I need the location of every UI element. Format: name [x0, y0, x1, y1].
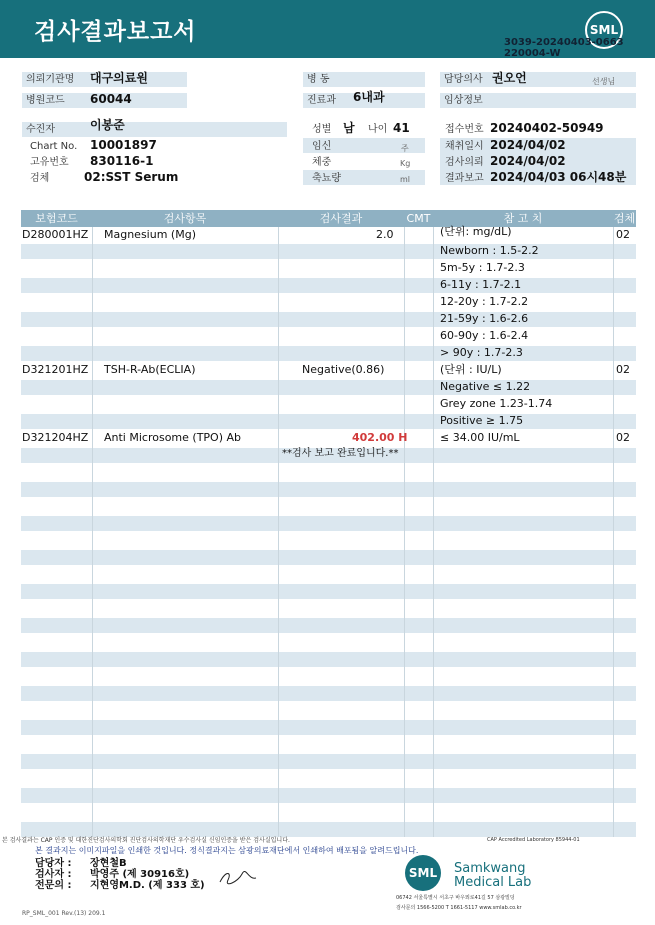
grid-line [433, 227, 434, 837]
signature-icon [218, 868, 258, 886]
chart-label: Chart No. [30, 141, 78, 152]
doctor-suffix: 선생님 [592, 77, 616, 86]
row2-ref-0: (단위 : IU/L) [440, 363, 502, 376]
row3-item: Anti Microsome (TPO) Ab [104, 431, 242, 444]
table-row [21, 788, 636, 803]
specialist-label: 전문의 : [35, 880, 72, 891]
form-code: RP_SML_001 Rev.(13) 209.1 [22, 910, 106, 917]
row3-result-high: 402.00 H [352, 431, 408, 444]
table-row [21, 414, 636, 429]
row1-ref-0: (단위: mg/dL) [440, 225, 512, 238]
lab-name [454, 862, 531, 890]
col-specimen: 검체 [613, 212, 636, 225]
weight-unit: Kg [400, 159, 411, 168]
table-row [21, 278, 636, 293]
col-reference: 참 고 치 [503, 212, 543, 225]
row1-ref-4: 12-20y : 1.7-2.2 [440, 295, 529, 308]
document-code [504, 37, 624, 59]
row2-ref-3: Positive ≥ 1.75 [440, 414, 524, 427]
doctor-value: 권오언 [492, 71, 527, 85]
preg-label: 임신 [312, 141, 332, 152]
manager-label: 담당자 : [35, 858, 72, 869]
age-value: 41 [393, 121, 410, 135]
table-row [21, 618, 636, 633]
table-row [21, 516, 636, 531]
id-value: 830116-1 [90, 154, 154, 168]
lab-name-1: Samkwang [454, 861, 526, 876]
dept-label: 진료과 [303, 93, 425, 108]
collect-label: 채취일시 [445, 141, 484, 152]
row1-specimen: 02 [616, 228, 630, 241]
patient-value: 이봉준 [90, 118, 125, 132]
table-row [21, 346, 636, 361]
requester-value: 대구의료원 [90, 71, 148, 85]
urine-unit: ml [400, 175, 411, 184]
row2-item: TSH-R-Ab(ECLIA) [104, 363, 196, 376]
receipt-value: 20240402-50949 [490, 121, 604, 135]
urine-label: 축뇨량 [312, 173, 341, 184]
report-value: 2024/04/03 06시48분 [490, 170, 627, 184]
hospital-code-label: 병원코드 [22, 93, 187, 108]
specimen-value: 02:SST Serum [84, 170, 179, 184]
specimen-label: 검체 [30, 173, 50, 184]
row1-ref-1: Newborn : 1.5-2.2 [440, 244, 539, 257]
patient-label: 수진자 [22, 122, 287, 137]
row1-code: D280001HZ [22, 228, 89, 241]
collect-value: 2024/04/02 [490, 138, 566, 152]
report-title: 검사결과보고서 [34, 19, 197, 45]
report-label: 결과보고 [445, 173, 484, 184]
row1-ref-3: 6-11y : 1.7-2.1 [440, 278, 522, 291]
table-row [21, 754, 636, 769]
grid-line [92, 227, 93, 837]
col-code: 보험코드 [35, 212, 78, 225]
table-row [21, 244, 636, 259]
row2-code: D321201HZ [22, 363, 89, 376]
table-row [21, 312, 636, 327]
row2-result: Negative(0.86) [302, 363, 385, 376]
manager-value: 장현철B [90, 858, 127, 869]
lab-name-2: Medical Lab [454, 875, 532, 890]
sml-logo: SML [585, 11, 623, 49]
grid-line [278, 227, 279, 837]
row1-ref-2: 5m-5y : 1.7-2.3 [440, 261, 525, 274]
col-item: 검사항목 [163, 212, 207, 225]
sex-label: 성별 [312, 124, 332, 135]
weight-label: 체중 [312, 157, 332, 168]
fine-print-left: 본 검사결과는 CAP 인증 및 대한진단검사의학회 진단검사의학재단 우수검사실 신임인증을 받은 검사실입니다. [2, 837, 290, 844]
id-label: 고유번호 [30, 157, 69, 168]
row1-ref-6: 60-90y : 1.6-2.4 [440, 329, 529, 342]
preg-unit: 주 [401, 144, 409, 153]
row3-ref-0: ≤ 34.00 IU/mL [440, 431, 520, 444]
row2-ref-2: Grey zone 1.23-1.74 [440, 397, 553, 410]
grid-line [404, 227, 405, 837]
request-value: 2024/04/02 [490, 154, 566, 168]
table-row [21, 550, 636, 565]
col-cmt: CMT [406, 212, 431, 225]
row2-ref-1: Negative ≤ 1.22 [440, 380, 531, 393]
table-row [21, 584, 636, 599]
sex-value: 남 [343, 121, 355, 135]
row2-specimen: 02 [616, 363, 630, 376]
age-label: 나이 [368, 124, 388, 135]
doctor-label: 담당의사 [440, 72, 636, 87]
table-row [21, 686, 636, 701]
notice-text: 본 결과지는 이미지파일을 인쇄한 것입니다. 정식결과지는 삼광의료재단에서 인쇄하여 배포됨을 알려드립니다. [35, 846, 419, 855]
doc-code-1: 3039-20240403-0663 [504, 37, 624, 48]
row1-ref-5: 21-59y : 1.6-2.6 [440, 312, 529, 325]
row3-code: D321204HZ [22, 431, 89, 444]
request-label: 검사의뢰 [445, 157, 484, 168]
table-row [21, 380, 636, 395]
row1-result: 2.0 [376, 228, 394, 241]
doc-code-2: 220004-W [504, 48, 561, 59]
table-header [21, 210, 636, 227]
lab-logo: SML [405, 855, 441, 891]
grid-line [613, 227, 614, 837]
hospital-code-value: 60044 [90, 92, 132, 106]
chart-value: 10001897 [90, 138, 157, 152]
row3-specimen: 02 [616, 431, 630, 444]
table-row [21, 652, 636, 667]
table-row [21, 482, 636, 497]
row1-ref-7: > 90y : 1.7-2.3 [440, 346, 523, 359]
fine-print-right: CAP Accredited Laboratory 85944-01 [487, 837, 580, 843]
row1-item: Magnesium (Mg) [104, 228, 196, 241]
lab-address: 06742 서울특별시 서초구 바우뫼로41길 57 삼광빌딩 [396, 895, 515, 901]
report-complete-note: **검사 보고 완료입니다.** [282, 448, 399, 459]
patient-strip [22, 139, 287, 169]
lab-phone: 검사문의 1566-5200 T 1661-5117 www.smlab.co.kr [396, 905, 522, 911]
clinical-label: 임상정보 [440, 93, 636, 108]
table-row [21, 720, 636, 735]
dept-value: 6내과 [353, 90, 385, 104]
tester-value: 박영주 (제 30916호) [90, 869, 190, 880]
receipt-label: 접수번호 [445, 124, 484, 135]
requester-label: 의뢰기관명 [22, 72, 187, 87]
ward-label: 병 동 [303, 72, 425, 87]
col-result: 검사결과 [319, 212, 363, 225]
specialist-value: 지현영M.D. (제 333 호) [90, 880, 205, 891]
tester-label: 검사자 : [35, 869, 72, 880]
